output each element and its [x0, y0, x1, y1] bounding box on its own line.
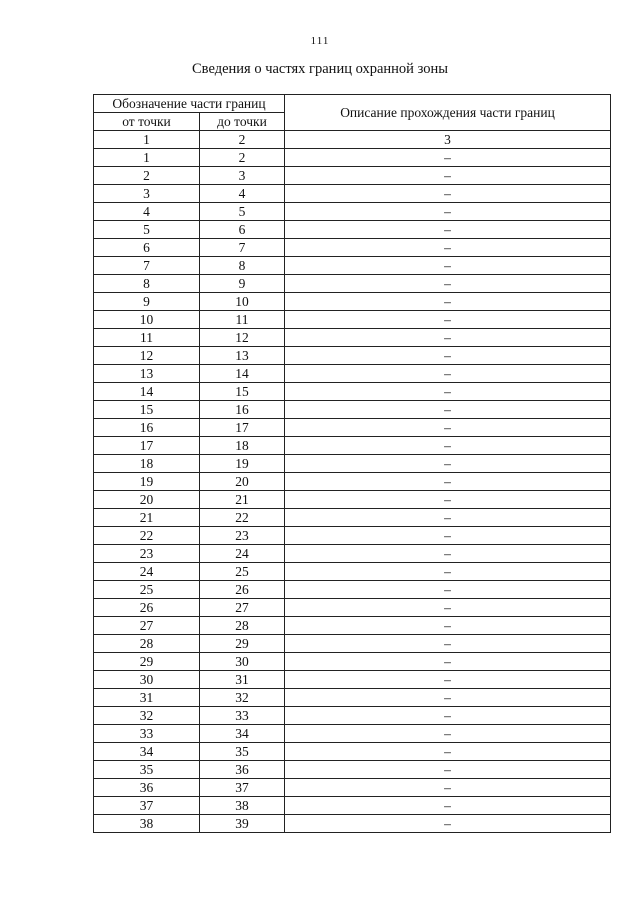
cell-to-point: 20 [200, 473, 285, 491]
cell-to-point: 24 [200, 545, 285, 563]
table-body [94, 131, 611, 833]
cell-description: – [285, 599, 611, 617]
table-row [94, 563, 611, 581]
table-row [94, 437, 611, 455]
cell-description: – [285, 419, 611, 437]
cell-description: – [285, 329, 611, 347]
table-row [94, 401, 611, 419]
table-row [94, 743, 611, 761]
cell-to-point: 22 [200, 509, 285, 527]
cell-to-point: 21 [200, 491, 285, 509]
cell-from-point: 34 [94, 743, 200, 761]
cell-to-point: 8 [200, 257, 285, 275]
table-row [94, 311, 611, 329]
cell-to-point: 33 [200, 707, 285, 725]
table-row [94, 671, 611, 689]
cell-description: – [285, 689, 611, 707]
table-row [94, 257, 611, 275]
cell-description: – [285, 437, 611, 455]
cell-to-point: 4 [200, 185, 285, 203]
cell-description: – [285, 545, 611, 563]
cell-description: – [285, 779, 611, 797]
table-row [94, 149, 611, 167]
cell-to-point: 11 [200, 311, 285, 329]
table-row [94, 293, 611, 311]
cell-to-point: 27 [200, 599, 285, 617]
cell-description: – [285, 797, 611, 815]
cell-description: – [285, 617, 611, 635]
cell-from-point: 8 [94, 275, 200, 293]
cell-from-point: 14 [94, 383, 200, 401]
table-row [94, 779, 611, 797]
cell-description: – [285, 347, 611, 365]
header-boundary-part-designation: Обозначение части границ [94, 95, 285, 113]
cell-to-point: 5 [200, 203, 285, 221]
table-row [94, 185, 611, 203]
cell-to-point: 19 [200, 455, 285, 473]
cell-from-point: 19 [94, 473, 200, 491]
page-number: 111 [310, 35, 330, 47]
cell-from-point: 6 [94, 239, 200, 257]
table-row [94, 635, 611, 653]
cell-to-point: 15 [200, 383, 285, 401]
cell-from-point: 36 [94, 779, 200, 797]
cell-to-point: 9 [200, 275, 285, 293]
cell-to-point: 2 [200, 131, 285, 149]
cell-from-point: 17 [94, 437, 200, 455]
cell-from-point: 25 [94, 581, 200, 599]
cell-from-point: 15 [94, 401, 200, 419]
cell-from-point: 21 [94, 509, 200, 527]
cell-description: – [285, 167, 611, 185]
cell-description: – [285, 383, 611, 401]
cell-description: – [285, 275, 611, 293]
cell-description: – [285, 581, 611, 599]
cell-to-point: 3 [200, 167, 285, 185]
cell-to-point: 34 [200, 725, 285, 743]
table-row [94, 203, 611, 221]
table-row [94, 653, 611, 671]
cell-to-point: 10 [200, 293, 285, 311]
table-row [94, 797, 611, 815]
cell-from-point: 28 [94, 635, 200, 653]
cell-to-point: 37 [200, 779, 285, 797]
cell-to-point: 36 [200, 761, 285, 779]
cell-from-point: 13 [94, 365, 200, 383]
cell-to-point: 35 [200, 743, 285, 761]
cell-to-point: 25 [200, 563, 285, 581]
header-from-point: от точки [94, 113, 200, 131]
cell-description: – [285, 185, 611, 203]
cell-description: – [285, 563, 611, 581]
cell-from-point: 3 [94, 185, 200, 203]
table-row [94, 329, 611, 347]
cell-to-point: 18 [200, 437, 285, 455]
table-row [94, 221, 611, 239]
cell-from-point: 23 [94, 545, 200, 563]
cell-description: – [285, 653, 611, 671]
cell-from-point: 18 [94, 455, 200, 473]
table-row [94, 599, 611, 617]
cell-description: – [285, 761, 611, 779]
table-row [94, 761, 611, 779]
cell-to-point: 31 [200, 671, 285, 689]
cell-description: – [285, 455, 611, 473]
cell-to-point: 23 [200, 527, 285, 545]
cell-from-point: 7 [94, 257, 200, 275]
cell-to-point: 30 [200, 653, 285, 671]
cell-from-point: 27 [94, 617, 200, 635]
cell-from-point: 31 [94, 689, 200, 707]
cell-to-point: 13 [200, 347, 285, 365]
cell-from-point: 24 [94, 563, 200, 581]
table-row [94, 131, 611, 149]
cell-to-point: 16 [200, 401, 285, 419]
table-row [94, 617, 611, 635]
cell-to-point: 28 [200, 617, 285, 635]
table-row [94, 347, 611, 365]
cell-description: – [285, 203, 611, 221]
cell-description: – [285, 257, 611, 275]
cell-description: – [285, 473, 611, 491]
table-row [94, 545, 611, 563]
cell-from-point: 20 [94, 491, 200, 509]
cell-to-point: 7 [200, 239, 285, 257]
cell-description: – [285, 635, 611, 653]
cell-description: – [285, 671, 611, 689]
cell-from-point: 9 [94, 293, 200, 311]
table-row [94, 707, 611, 725]
cell-to-point: 32 [200, 689, 285, 707]
cell-description: – [285, 221, 611, 239]
table-row [94, 725, 611, 743]
cell-description: – [285, 725, 611, 743]
cell-from-point: 16 [94, 419, 200, 437]
cell-from-point: 4 [94, 203, 200, 221]
cell-to-point: 2 [200, 149, 285, 167]
cell-from-point: 12 [94, 347, 200, 365]
table-row [94, 275, 611, 293]
cell-to-point: 6 [200, 221, 285, 239]
cell-description: – [285, 365, 611, 383]
cell-from-point: 32 [94, 707, 200, 725]
table-row [94, 815, 611, 833]
cell-from-point: 29 [94, 653, 200, 671]
table-row [94, 455, 611, 473]
cell-from-point: 30 [94, 671, 200, 689]
header-to-point: до точки [200, 113, 285, 131]
cell-description: – [285, 491, 611, 509]
cell-from-point: 38 [94, 815, 200, 833]
cell-from-point: 11 [94, 329, 200, 347]
table-row [94, 491, 611, 509]
cell-to-point: 14 [200, 365, 285, 383]
cell-description: – [285, 815, 611, 833]
cell-description: – [285, 293, 611, 311]
cell-description: – [285, 707, 611, 725]
cell-from-point: 33 [94, 725, 200, 743]
table-row [94, 527, 611, 545]
table-header [94, 95, 611, 131]
cell-from-point: 37 [94, 797, 200, 815]
cell-from-point: 10 [94, 311, 200, 329]
table-row [94, 239, 611, 257]
cell-description: – [285, 149, 611, 167]
cell-description: – [285, 743, 611, 761]
cell-from-point: 1 [94, 131, 200, 149]
table-row [94, 581, 611, 599]
cell-to-point: 38 [200, 797, 285, 815]
cell-from-point: 26 [94, 599, 200, 617]
cell-description: – [285, 311, 611, 329]
cell-description: – [285, 527, 611, 545]
cell-to-point: 17 [200, 419, 285, 437]
table-row [94, 419, 611, 437]
table-row [94, 365, 611, 383]
cell-from-point: 2 [94, 167, 200, 185]
header-boundary-description: Описание прохождения части границ [285, 95, 611, 131]
cell-to-point: 26 [200, 581, 285, 599]
cell-from-point: 35 [94, 761, 200, 779]
table-row [94, 167, 611, 185]
cell-description: – [285, 401, 611, 419]
cell-description: – [285, 239, 611, 257]
table-row [94, 473, 611, 491]
cell-from-point: 22 [94, 527, 200, 545]
table-row [94, 689, 611, 707]
cell-to-point: 29 [200, 635, 285, 653]
cell-to-point: 12 [200, 329, 285, 347]
document-title: Сведения о частях границ охранной зоны [192, 61, 448, 77]
table-row [94, 509, 611, 527]
cell-to-point: 39 [200, 815, 285, 833]
boundary-parts-table [93, 94, 611, 833]
cell-from-point: 5 [94, 221, 200, 239]
cell-from-point: 1 [94, 149, 200, 167]
cell-description: – [285, 509, 611, 527]
cell-description: 3 [285, 131, 611, 149]
table-row [94, 383, 611, 401]
